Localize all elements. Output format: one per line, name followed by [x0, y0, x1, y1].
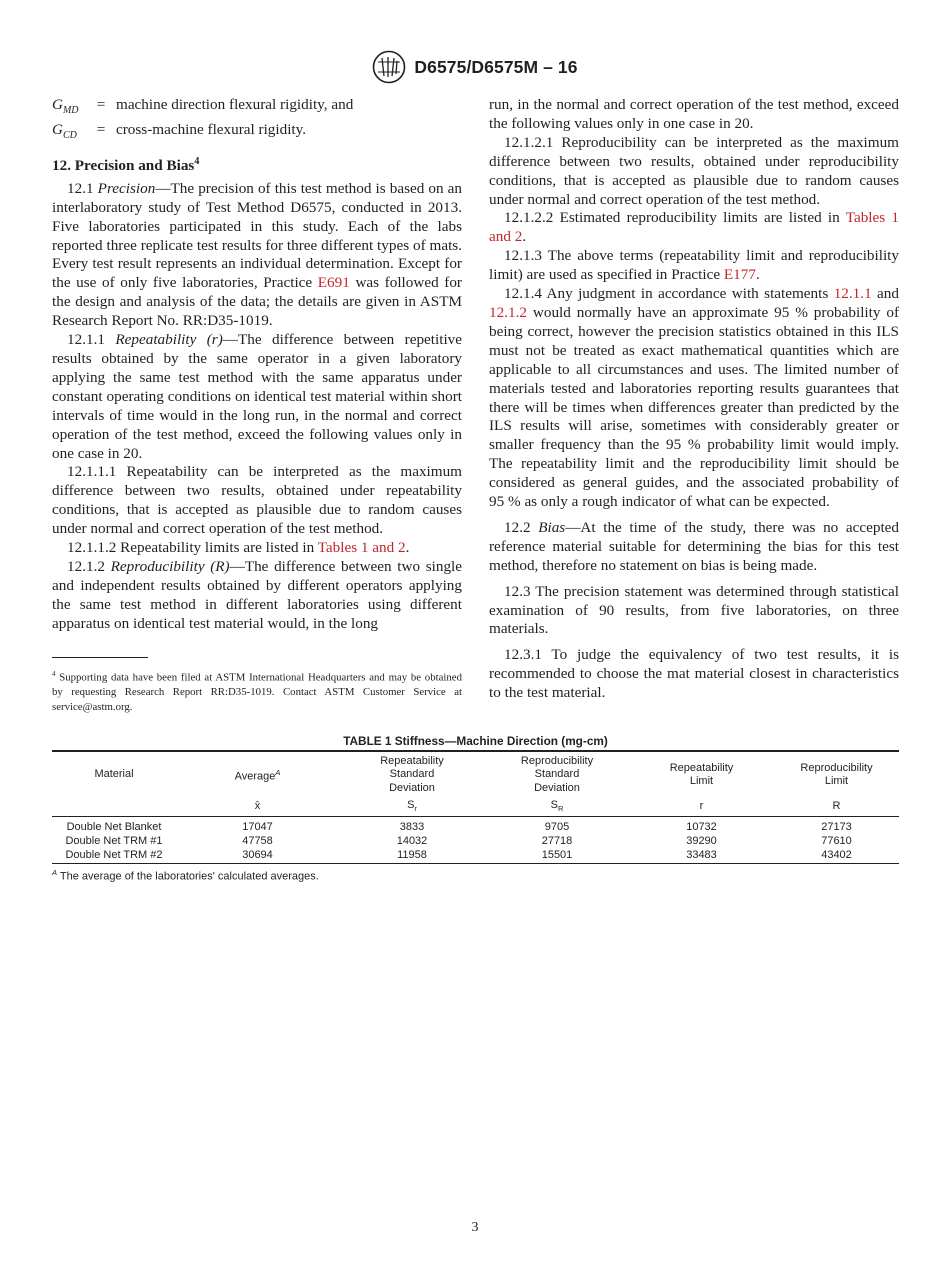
paragraph-12-1-4: 12.1.4 Any judgment in accordance with statements 12.1.1 and 12.1.2 would normally have an approximate 95 % probability of being correct, however the precision statistics obtained in this ILS must not be treated as exact mathematical quantities which are applicable to all circumstances and uses. The limited number of materials tested and laboratories reporting results guarantees that there will be times when differences greater than predicted by the ILS results will arise, sometimes with considerably greater or smaller frequency than the 95 % probability limit would imply. The repeatability limit and the reproducibility limit should be considered as general guides, and the associated probability of 95 % as only a rough indicator of what can be expected. — [489, 285, 900, 511]
table-1 — [52, 734, 899, 883]
paragraph-12-1-2-1: 12.1.2.1 Reproducibility can be interpreted as the maximum difference between two results, obtained under reproducibility conditions, that is accepted as plausible due to random causes under normal and correct operation of the test method. — [489, 133, 899, 208]
table-row: Double Net TRM #2 30694 11958 15501 33483 43402 — [52, 848, 899, 864]
symbol-R: R — [774, 798, 899, 817]
table-symbol-row — [52, 798, 899, 817]
paragraph-continuation: run, in the normal and correct operation of the test method, exceed the following values only in one case in 20. — [489, 96, 899, 132]
paragraph-12-3: 12.3 The precision statement was determined through statistical examination of 90 results, from five laboratories, on three materials. — [489, 582, 899, 638]
link-e177[interactable]: E177 — [723, 266, 756, 284]
symbol-sr: $S_r$ — [339, 798, 485, 817]
paragraph-12-1-2-2: 12.1.2.2 Estimated reproducibility limits are listed in Tables 1 and 2. — [489, 209, 900, 246]
paragraph-12-1-3: 12.1.3 The above terms (repeatability limit and reproducibility limit) are used as specified in Practice E177. — [489, 247, 899, 284]
header-reproducibility-limit: Reproducibility Limit — [800, 761, 873, 787]
header-repeatability-limit: Repeatability Limit — [669, 761, 734, 787]
table-header-row — [52, 751, 899, 798]
link-tables-1-2[interactable]: Tables 1 and 2 — [489, 209, 900, 246]
right-column — [489, 96, 899, 703]
table-title: TABLE 1 Stiffness—Machine Direction (mg-cm) — [343, 734, 608, 748]
header-material: Material — [94, 768, 134, 781]
symbol-sR: $S_R$ — [485, 798, 629, 817]
paragraph-12-1: 12.1 Precision—The precision of this test method is based on an interlaboratory study of Test Method D6575, conducted in 2013. Five laboratories participated in this study. Each of the labs reported three replicate test results for three different types of mats. Every test result represents an individual determination. Except for the use of only five laboratories, Practice E691 was followed for the design and analysis of the data; the details are given in ASTM Research Report No. RR:D35-1019. — [52, 179, 463, 330]
document-designation: D6575/D6575M – 16 — [414, 56, 578, 77]
symbol-gmd: $G_{MD}$ — [52, 96, 79, 117]
definition-gcd: $G_{CD}$ = cross-machine flexural rigidity. — [52, 121, 462, 146]
paragraph-12-1-1-2: 12.1.1.2 Repeatability limits are listed in Tables 1 and 2. — [67, 539, 410, 557]
stiffness-table — [52, 750, 899, 864]
page-number: 3 — [471, 1220, 479, 1235]
link-e691[interactable]: E691 — [317, 274, 350, 292]
definition-gmd: $G_{MD}$ = machine direction flexural rigidity, and — [52, 96, 462, 121]
footnote: $^4$ Supporting data have been filed at ASTM International Headquarters and may be obtained by requesting Research Report RR:D35-1019. Contact ASTM Customer Service at service@astm.org. — [52, 670, 462, 713]
paragraph-12-1-1-1: 12.1.1.1 Repeatability can be interpreted as the maximum difference between two results, obtained under repeatability conditions, that is accepted as plausible due to random causes under normal and correct operation of the test method. — [52, 463, 462, 538]
left-column — [52, 96, 462, 634]
paragraph-12-3-1: 12.3.1 To judge the equivalency of two test results, it is recommended to choose the mat material closest in characteristics to the test material. — [489, 646, 899, 702]
astm-logo-icon — [372, 50, 406, 84]
link-12-1-1[interactable]: 12.1.1 — [833, 285, 872, 303]
symbol-r: r — [629, 798, 774, 817]
section-heading: 12. Precision and Bias$^4$ — [52, 155, 200, 174]
paragraph-12-2: 12.2 Bias—At the time of the study, there was no accepted reference material suitable for determining the bias for this test method, therefore no statement on bias is being made. — [489, 518, 900, 574]
header-repeatability-sd: Repeatability Standard Deviation — [380, 754, 444, 794]
header-reproducibility-sd: Reproducibility Standard Deviation — [520, 754, 594, 794]
symbol-gcd: $G_{CD}$ — [52, 120, 77, 141]
link-12-1-2[interactable]: 12.1.2 — [489, 303, 527, 321]
footnote-divider — [52, 657, 148, 658]
definition-text: machine direction flexural rigidity, and — [116, 96, 354, 113]
definition-text: cross-machine flexural rigidity. — [116, 120, 307, 138]
symbol-xbar: x̄ — [176, 798, 339, 817]
table-row: Double Net TRM #1 47758 14032 27718 39290 77610 — [65, 835, 852, 847]
table-row: Double Net Blanket 17047 3833 9705 10732 27173 — [66, 821, 852, 833]
table-footnote: $^A$ The average of the laboratories' calculated averages. — [52, 868, 319, 883]
link-tables-1-2[interactable]: Tables 1 and 2 — [317, 539, 406, 557]
paragraph-12-1-2: 12.1.2 Reproducibility (R)—The difference between two single and independent results obtained by different operators applying the same test method in different laboratories using different apparatus on identical test material would, in the long — [52, 557, 463, 632]
header-average: Average$^A$ — [234, 767, 281, 783]
footnote-ref[interactable]: 4 — [194, 155, 200, 167]
page-header — [0, 50, 950, 84]
paragraph-12-1-1: 12.1.1 Repeatability (r)—The difference between repetitive results obtained by the same operator in a given laboratory applying the same test method with the same apparatus under constant operating conditions on identical test material within short intervals of time would in the long run, in the normal and correct operation of the test method, exceed the following values only in one case in 20. — [52, 331, 463, 462]
